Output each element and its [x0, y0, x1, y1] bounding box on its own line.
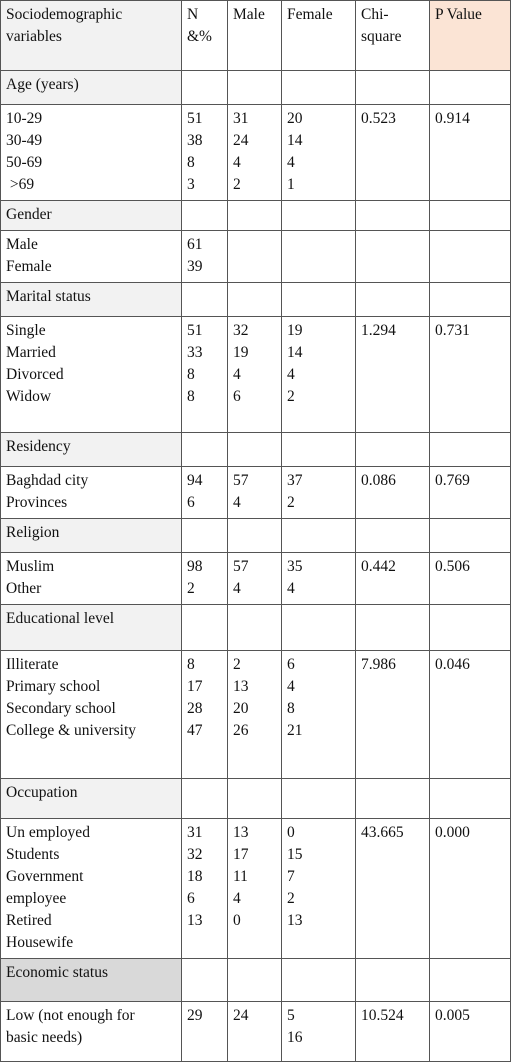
- empty-cell: [356, 283, 430, 317]
- category-labels: [1, 1002, 182, 1062]
- female-values-value: 5: [287, 1007, 295, 1024]
- female-values: [282, 553, 356, 605]
- n-percent-values-value: 47: [187, 722, 203, 739]
- p-value: 0.731: [430, 317, 511, 433]
- section-title-row: [1, 779, 511, 819]
- female-values-value: 2: [287, 494, 295, 511]
- female-values: [282, 317, 356, 433]
- category-labels: [1, 105, 182, 201]
- p-value: 0.005: [430, 1002, 511, 1062]
- chi-square-value: 1.294: [356, 317, 430, 433]
- n-percent-values: [182, 819, 228, 959]
- n-percent-values-value: 8: [187, 656, 195, 673]
- male-values-value: 13: [233, 824, 249, 841]
- table-row: [1, 231, 511, 283]
- female-values-value: 1: [287, 176, 295, 193]
- empty-cell: [182, 71, 228, 105]
- p-value: 0.914: [430, 105, 511, 201]
- chi-square-value: 7.986: [356, 651, 430, 779]
- header-p-value: P Value: [430, 1, 511, 71]
- n-percent-values-value: 13: [187, 912, 203, 929]
- empty-cell: [182, 959, 228, 1002]
- male-values: [228, 467, 282, 519]
- n-percent-values-value: 3: [187, 176, 195, 193]
- category-labels-value: Secondary school: [6, 700, 116, 717]
- empty-cell: [228, 201, 282, 231]
- female-values-value: 15: [287, 846, 303, 863]
- table-row: [1, 553, 511, 605]
- section-title-row: [1, 71, 511, 105]
- empty-cell: [228, 71, 282, 105]
- table-row: [1, 819, 511, 959]
- table-row: [1, 651, 511, 779]
- category-labels-value: College & university: [6, 722, 137, 739]
- female-values-value: 14: [287, 132, 303, 149]
- section-title-row: [1, 605, 511, 651]
- header-chi-square: Chi- square: [356, 1, 430, 71]
- empty-cell: [356, 779, 430, 819]
- category-labels: [1, 467, 182, 519]
- category-labels-value: Students: [6, 846, 60, 863]
- empty-cell: [182, 283, 228, 317]
- n-percent-values: [182, 467, 228, 519]
- category-labels-value: Female: [6, 258, 52, 275]
- empty-cell: [282, 779, 356, 819]
- section-title: Economic status: [1, 959, 182, 1002]
- male-values-value: 4: [233, 366, 241, 383]
- category-labels-value: Other: [6, 580, 42, 597]
- chi-square-value: 0.086: [356, 467, 430, 519]
- male-values: [228, 1002, 282, 1062]
- empty-cell: [182, 433, 228, 467]
- category-labels-value: Government: [6, 868, 84, 885]
- category-labels-value: Muslim: [6, 558, 55, 575]
- category-labels-value: Un employed: [6, 824, 90, 841]
- male-values-value: 57: [233, 558, 249, 575]
- female-values-value: 4: [287, 678, 295, 695]
- section-title-row: [1, 519, 511, 553]
- section-title: Gender: [1, 201, 182, 231]
- n-percent-values-value: 29: [187, 1007, 203, 1024]
- empty-cell: [356, 519, 430, 553]
- category-labels-value: employee: [6, 890, 67, 907]
- n-percent-values: [182, 105, 228, 201]
- n-percent-values: [182, 317, 228, 433]
- n-percent-values-value: 18: [187, 868, 203, 885]
- empty-cell: [430, 959, 511, 1002]
- empty-cell: [430, 433, 511, 467]
- category-labels: [1, 553, 182, 605]
- empty-cell: [228, 519, 282, 553]
- male-values-value: 11: [233, 868, 248, 885]
- empty-cell: [228, 779, 282, 819]
- male-values-value: 20: [233, 700, 249, 717]
- n-percent-values-value: 17: [187, 678, 203, 695]
- chi-square-value: [356, 231, 430, 283]
- female-values: [282, 819, 356, 959]
- section-title-row: [1, 433, 511, 467]
- empty-cell: [282, 71, 356, 105]
- chi-square-value: 0.442: [356, 553, 430, 605]
- n-percent-values-value: 94: [187, 472, 203, 489]
- empty-cell: [182, 605, 228, 651]
- category-labels-value: Illiterate: [6, 656, 59, 673]
- section-title: Educational level: [1, 605, 182, 651]
- female-values-value: 0: [287, 824, 295, 841]
- category-labels: [1, 651, 182, 779]
- p-value: 0.769: [430, 467, 511, 519]
- male-values: [228, 651, 282, 779]
- n-percent-values-value: 8: [187, 388, 195, 405]
- male-values-value: 17: [233, 846, 249, 863]
- male-values-value: 2: [233, 656, 241, 673]
- category-labels: [1, 819, 182, 959]
- female-values-value: 37: [287, 472, 303, 489]
- chi-square-value: 43.665: [356, 819, 430, 959]
- section-title: Residency: [1, 433, 182, 467]
- n-percent-values-value: 61: [187, 236, 203, 253]
- category-labels-value: Divorced: [6, 366, 64, 383]
- male-values-value: 26: [233, 722, 249, 739]
- female-values: [282, 651, 356, 779]
- empty-cell: [430, 519, 511, 553]
- empty-cell: [282, 201, 356, 231]
- n-percent-values: [182, 231, 228, 283]
- category-labels-value: Single: [6, 322, 46, 339]
- empty-cell: [282, 433, 356, 467]
- female-values-value: 35: [287, 558, 303, 575]
- empty-cell: [228, 605, 282, 651]
- n-percent-values-value: 32: [187, 846, 203, 863]
- n-percent-values-value: 6: [187, 890, 195, 907]
- empty-cell: [228, 959, 282, 1002]
- female-values-value: 2: [287, 890, 295, 907]
- n-percent-values-value: 51: [187, 322, 203, 339]
- empty-cell: [282, 959, 356, 1002]
- male-values: [228, 231, 282, 283]
- male-values-value: 0: [233, 912, 241, 929]
- female-values-value: 19: [287, 322, 303, 339]
- n-percent-values-value: 98: [187, 558, 203, 575]
- category-labels-value: Male: [6, 236, 38, 253]
- n-percent-values-value: 8: [187, 154, 195, 171]
- n-percent-values-value: 2: [187, 580, 195, 597]
- female-values-value: 13: [287, 912, 303, 929]
- category-labels-value: Housewife: [6, 934, 74, 951]
- category-labels-value: Widow: [6, 388, 52, 405]
- empty-cell: [430, 283, 511, 317]
- empty-cell: [356, 959, 430, 1002]
- p-value: 0.506: [430, 553, 511, 605]
- n-percent-values-value: 8: [187, 366, 195, 383]
- n-percent-values-value: 31: [187, 824, 203, 841]
- header-row: [1, 1, 511, 71]
- female-values-value: 4: [287, 154, 295, 171]
- male-values: [228, 553, 282, 605]
- male-values-value: 2: [233, 176, 241, 193]
- category-labels-value: Primary school: [6, 678, 101, 695]
- male-values-value: 4: [233, 494, 241, 511]
- empty-cell: [356, 201, 430, 231]
- female-values: [282, 231, 356, 283]
- male-values-value: 24: [233, 1007, 249, 1024]
- section-title-row: [1, 201, 511, 231]
- male-values: [228, 105, 282, 201]
- female-values-value: 8: [287, 700, 295, 717]
- n-percent-values-value: 28: [187, 700, 203, 717]
- header-n-percent: N &%: [182, 1, 228, 71]
- male-values-value: 6: [233, 388, 241, 405]
- category-labels-value: Baghdad city: [6, 472, 89, 489]
- n-percent-values-value: 39: [187, 258, 203, 275]
- category-labels-value: Low (not enough for: [6, 1007, 135, 1024]
- header-male: Male: [228, 1, 282, 71]
- section-title: Occupation: [1, 779, 182, 819]
- empty-cell: [182, 201, 228, 231]
- male-values-value: 4: [233, 154, 241, 171]
- empty-cell: [282, 605, 356, 651]
- male-values-value: 13: [233, 678, 249, 695]
- female-values-value: 16: [287, 1029, 303, 1046]
- category-labels-value: Retired: [6, 912, 52, 929]
- female-values-value: 4: [287, 580, 295, 597]
- empty-cell: [430, 605, 511, 651]
- female-values-value: 2: [287, 388, 295, 405]
- female-values: [282, 1002, 356, 1062]
- female-values-value: 14: [287, 344, 303, 361]
- female-values-value: 4: [287, 366, 295, 383]
- empty-cell: [356, 605, 430, 651]
- male-values-value: 32: [233, 322, 249, 339]
- table-row: [1, 105, 511, 201]
- empty-cell: [356, 433, 430, 467]
- category-labels-value: Provinces: [6, 494, 68, 511]
- table-row: [1, 1002, 511, 1062]
- chi-square-value: 10.524: [356, 1002, 430, 1062]
- category-labels-value: 50-69: [6, 154, 43, 171]
- male-values-value: 24: [233, 132, 249, 149]
- n-percent-values: [182, 1002, 228, 1062]
- empty-cell: [228, 283, 282, 317]
- category-labels: [1, 231, 182, 283]
- table-row: [1, 467, 511, 519]
- empty-cell: [430, 201, 511, 231]
- section-title-row: [1, 959, 511, 1002]
- empty-cell: [282, 519, 356, 553]
- empty-cell: [182, 779, 228, 819]
- table-row: [1, 317, 511, 433]
- empty-cell: [228, 433, 282, 467]
- n-percent-values-value: 6: [187, 494, 195, 511]
- section-title: Marital status: [1, 283, 182, 317]
- male-values: [228, 819, 282, 959]
- female-values-value: 7: [287, 868, 295, 885]
- n-percent-values: [182, 553, 228, 605]
- male-values-value: 4: [233, 890, 241, 907]
- header-variables: Sociodemographic variables: [1, 1, 182, 71]
- female-values: [282, 467, 356, 519]
- section-title-row: [1, 283, 511, 317]
- category-labels-value: >69: [6, 176, 35, 193]
- female-values-value: 20: [287, 110, 303, 127]
- empty-cell: [356, 71, 430, 105]
- p-value: 0.000: [430, 819, 511, 959]
- section-title: Religion: [1, 519, 182, 553]
- n-percent-values-value: 38: [187, 132, 203, 149]
- category-labels-value: Married: [6, 344, 56, 361]
- empty-cell: [430, 779, 511, 819]
- chi-square-value: 0.523: [356, 105, 430, 201]
- category-labels-value: 10-29: [6, 110, 43, 127]
- category-labels-value: 30-49: [6, 132, 43, 149]
- male-values-value: 19: [233, 344, 249, 361]
- section-title: Age (years): [1, 71, 182, 105]
- female-values: [282, 105, 356, 201]
- n-percent-values: [182, 651, 228, 779]
- category-labels-value: basic needs): [6, 1029, 83, 1046]
- n-percent-values-value: 33: [187, 344, 203, 361]
- female-values-value: 6: [287, 656, 295, 673]
- male-values-value: 31: [233, 110, 249, 127]
- male-values: [228, 317, 282, 433]
- n-percent-values-value: 51: [187, 110, 203, 127]
- p-value: [430, 231, 511, 283]
- category-labels: [1, 317, 182, 433]
- p-value: 0.046: [430, 651, 511, 779]
- male-values-value: 57: [233, 472, 249, 489]
- male-values-value: 4: [233, 580, 241, 597]
- empty-cell: [430, 71, 511, 105]
- header-female: Female: [282, 1, 356, 71]
- female-values-value: 21: [287, 722, 303, 739]
- empty-cell: [182, 519, 228, 553]
- empty-cell: [282, 283, 356, 317]
